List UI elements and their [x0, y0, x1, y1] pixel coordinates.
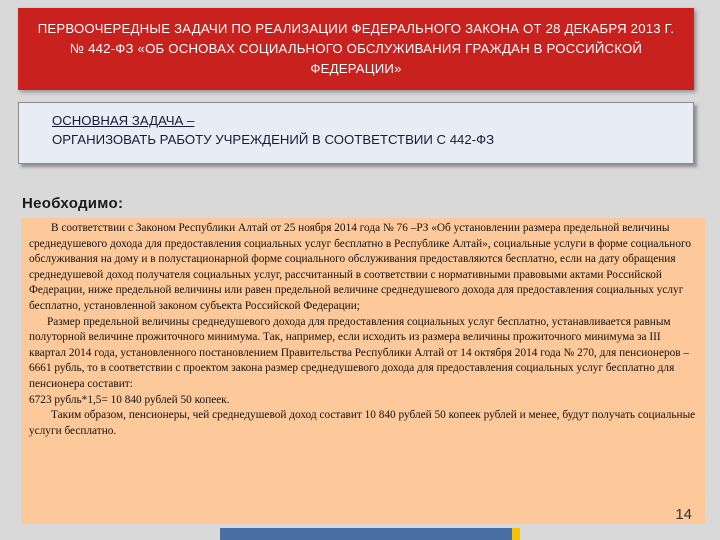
bottom-decor-bar [220, 528, 520, 540]
main-task-box [18, 102, 694, 164]
main-task-heading: ОСНОВНАЯ ЗАДАЧА – [52, 113, 195, 128]
body-paragraph-2: Размер предельной величины среднедушевого дохода для предоставления социальных услуг бесплатно, устанавливается равным полуторной величине прожиточного минимума. Так, например, если исходить из размера величины прожиточного минимума за III квартал 2014 года, установленного постановлением Правительства Республики Алтай от 14 октября 2014 года № 270, для пенсионеров – 6661 рубль, то в соответствии с проектом закона размер среднедушевого дохода для предоставления социальных услуг бесплатно для пенсионера составит: [29, 315, 690, 390]
bottom-decor-accent [512, 528, 520, 540]
body-paragraph-1: В соответствии с Законом Республики Алтай от 25 ноября 2014 года № 76 –РЗ «Об установлении размера предельной величины среднедушевого дохода для предоставления социальных услуг бесплатно в Республике Алтай», социальные услуги в форме социального обслуживания на дому и в полустационарной форме социального обслуживания предоставляются бесплатно, если на дату обращения среднедушевой доход получателя социальных услуг, рассчитанный в соответствии с нормативными правовыми актами Российской Федерации, ниже предельной величины или равен предельной величине среднедушевого дохода для предоставления социальных услуг бесплатно, установленной законом субъекта Российской Федерации; [29, 222, 691, 312]
main-task-text: ОРГАНИЗОВАТЬ РАБОТУ УЧРЕЖДЕНИЙ В СООТВЕТСТВИИ С 442-ФЗ [52, 132, 495, 147]
section-label: Необходимо: [22, 195, 124, 212]
slide-title: ПЕРВООЧЕРЕДНЫЕ ЗАДАЧИ ПО РЕАЛИЗАЦИИ ФЕДЕРАЛЬНОГО ЗАКОНА ОТ 28 ДЕКАБРЯ 2013 Г. № 442-ФЗ «ОБ ОСНОВАХ СОЦИАЛЬНОГО ОБСЛУЖИВАНИЯ ГРАЖДАН В РОССИЙСКОЙ ФЕДЕРАЦИИ» [37, 21, 675, 76]
page-number: 14 [675, 506, 692, 523]
body-paragraph-4: Таким образом, пенсионеры, чей среднедушевой доход составит 10 840 рублей 50 копеек рублей и менее, будут получать социальные услуги бесплатно. [29, 409, 696, 437]
slide-title-banner [18, 8, 694, 90]
body-text-box [21, 218, 705, 524]
body-paragraph-3: 6723 рубль*1,5= 10 840 рублей 50 копеек. [29, 393, 230, 406]
